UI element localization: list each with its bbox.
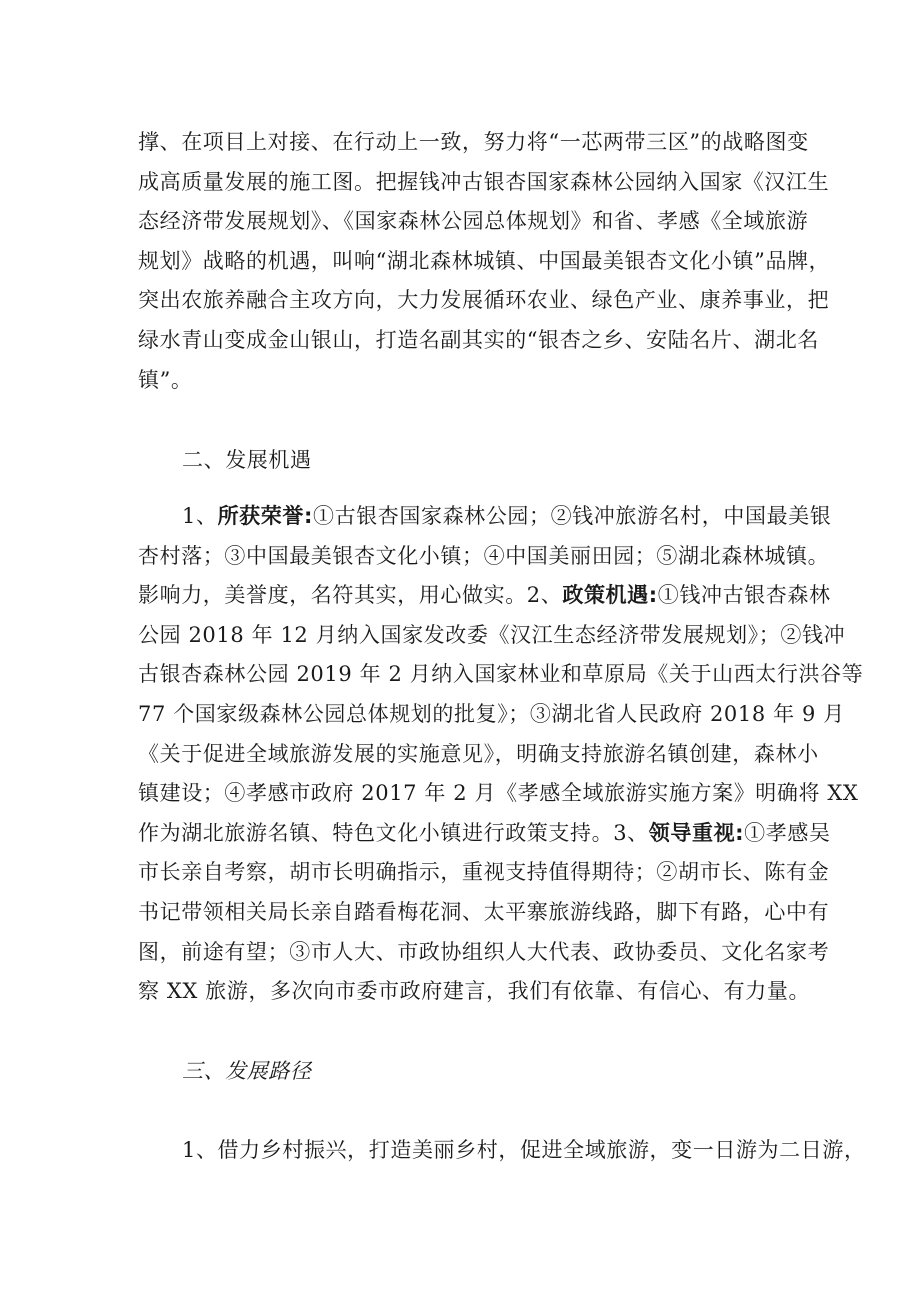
- intro-line: 突出农旅养融合主攻方向，大力发展循环农业、绿色产业、康养事业，把: [138, 288, 830, 313]
- opportunities-line: [138, 814, 831, 854]
- leadership-text: ①孝感吴: [744, 820, 831, 845]
- opportunities-line: [138, 576, 831, 616]
- leadership-label: 领导重视:: [648, 820, 745, 845]
- intro-line: 规划》战略的机遇，叫响“湖北森林城镇、中国最美银杏文化小镇”品牌，: [138, 248, 831, 273]
- honors-label: 所获荣誉:: [217, 504, 313, 528]
- opportunities-line: 古银杏森林公园 2019 年 2 月纳入国家林业和草原局《关于山西太行洪谷等: [138, 662, 864, 687]
- opportunities-line: 图，前途有望；③市人大、市政协组织人大代表、政协委员、文化名家考: [138, 939, 830, 964]
- line-text: 作为湖北旅游名镇、特色文化小镇进行政策支持。3、: [138, 820, 649, 845]
- opportunities-line: 书记带领相关局长亲自踏看梅花洞、太平寨旅游线路，脚下有路，心中有: [138, 899, 830, 924]
- opportunities-line: 镇建设；④孝感市政府 2017 年 2 月《孝感全域旅游实施方案》明确将 XX: [138, 781, 859, 806]
- policy-label: 政策机遇:: [562, 583, 658, 608]
- opportunities-line: 公园 2018 年 12 月纳入国家发改委《汉江生态经济带发展规划》；②钱冲: [138, 622, 846, 647]
- intro-line: 态经济带发展规划》、《国家森林公园总体规划》和省、孝感《全域旅游: [138, 209, 809, 234]
- intro-line: 撑、在项目上对接、在行动上一致，努力将“一芯两带三区”的战略图变: [138, 130, 809, 154]
- opportunities-line: 《关于促进全域旅游发展的实施意见》，明确支持旅游名镇创建，森林小: [138, 741, 819, 766]
- path-line: 1、借力乡村振兴，打造美丽乡村，促进全域旅游，变一日游为二日游，: [182, 1138, 866, 1162]
- opportunities-line: 市长亲自考察，胡市长明确指示，重视支持值得期待；②胡市长、陈有金: [138, 860, 830, 885]
- opportunities-line: [138, 497, 832, 537]
- intro-line: 镇”。: [138, 367, 193, 392]
- opportunities-line: 杏村落；③中国最美银杏文化小镇；④中国美丽田园；⑤湖北森林城镇。: [138, 543, 830, 568]
- item-number: 1、: [182, 504, 218, 528]
- opportunities-line: 77 个国家级森林公园总体规划的批复》；③湖北省人民政府 2018 年 9 月: [138, 701, 845, 726]
- opportunities-paragraph: [138, 497, 864, 1012]
- line-text: 影响力，美誉度，名符其实，用心做实。2、: [138, 583, 563, 608]
- policy-text: ①钱冲古银杏森林: [657, 583, 831, 608]
- path-paragraph: [138, 1131, 866, 1171]
- intro-line: 绿水青山变成金山银山，打造名副其实的“银杏之乡、安陆名片、湖北名: [138, 327, 819, 352]
- honors-text: ①古银杏国家森林公园；②钱冲旅游名村，中国最美银: [312, 504, 832, 528]
- intro-paragraph: [138, 123, 831, 400]
- section-two-heading: 二、发展机遇: [182, 448, 312, 472]
- section-three-heading: 三、发展路径: [182, 1059, 312, 1083]
- intro-line: 成高质量发展的施工图。把握钱冲古银杏国家森林公园纳入国家《汉江生: [138, 169, 830, 194]
- opportunities-line: 察 XX 旅游，多次向市委市政府建言，我们有依靠、有信心、有力量。: [138, 979, 811, 1004]
